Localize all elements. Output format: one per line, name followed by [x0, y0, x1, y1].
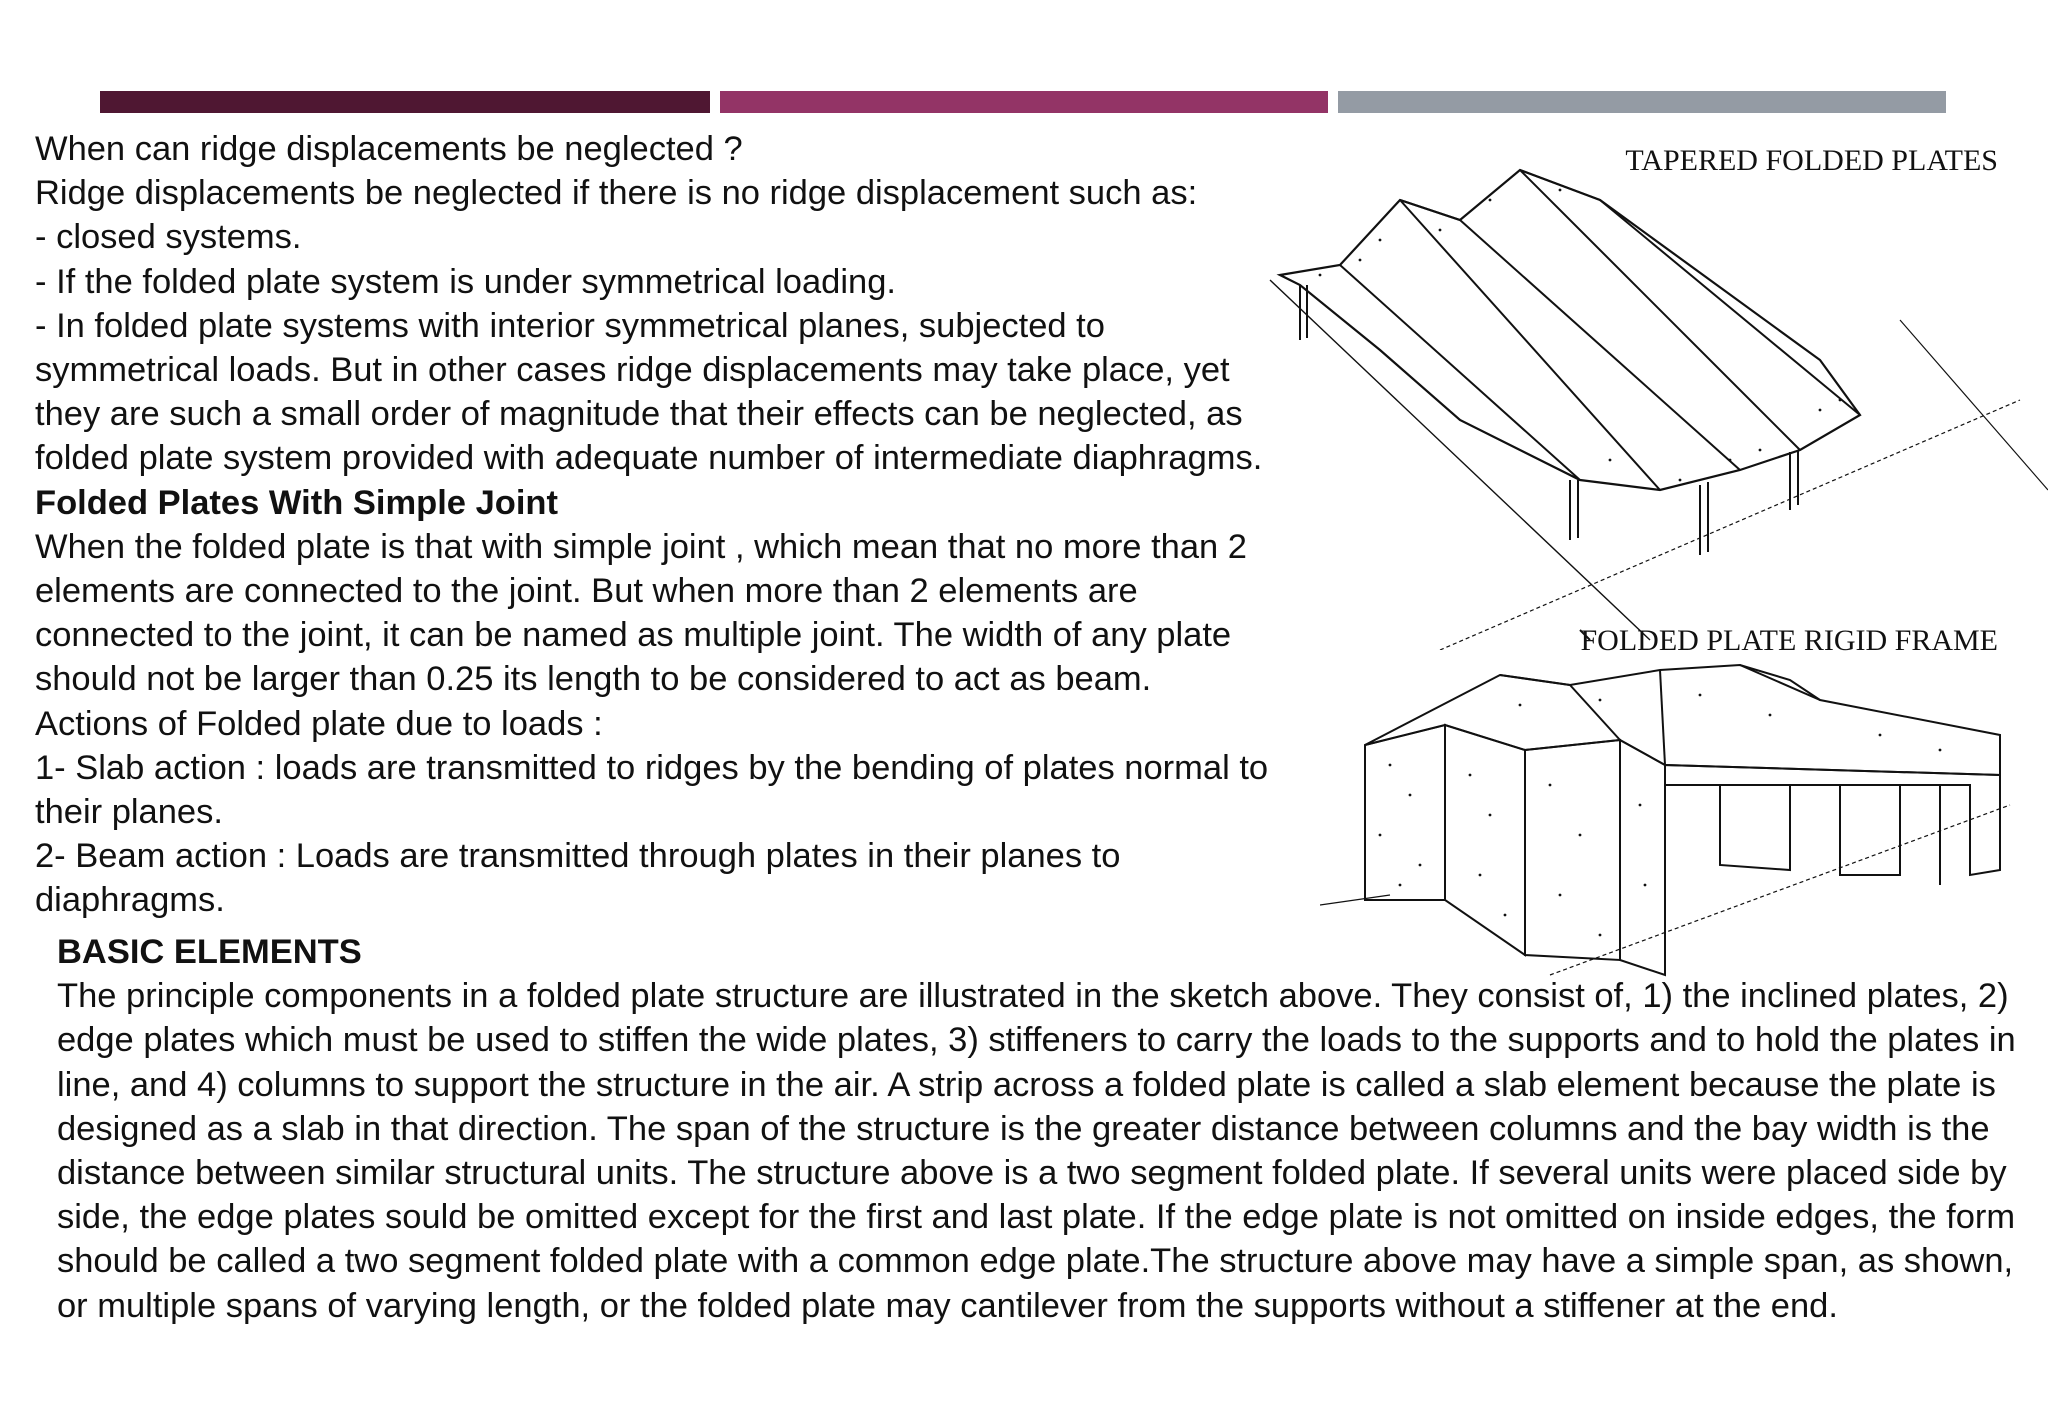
bullet-line: - If the folded plate system is under symmetrical loading. — [35, 262, 896, 301]
text-line: they are such a small order of magnitude that their effects can be neglected, as — [35, 395, 1243, 434]
section-heading-simple-joint: Folded Plates With Simple Joint — [35, 483, 558, 522]
text-line: should not be larger than 0.25 its length to be considered to act as beam. — [35, 660, 1152, 699]
numbered-line: 2- Beam action : Loads are transmitted through plates in their planes to — [35, 837, 1121, 876]
text-line: connected to the joint, it can be named as multiple joint. The width of any plate — [35, 616, 1232, 655]
numbered-line: 1- Slab action : loads are transmitted to ridges by the bending of plates normal to — [35, 748, 1269, 787]
accent-bar-dark — [100, 91, 710, 113]
text-line: Actions of Folded plate due to loads : — [35, 704, 603, 743]
text-line: When the folded plate is that with simple joint , which mean that no more than 2 — [35, 527, 1247, 566]
text-line: symmetrical loads. But in other cases ridge displacements may take place, yet — [35, 351, 1230, 390]
main-text-block — [35, 127, 1365, 923]
bullet-line: - closed systems. — [35, 218, 302, 257]
basic-elements-heading: BASIC ELEMENTS — [57, 933, 362, 971]
text-line: their planes. — [35, 793, 223, 832]
basic-elements-section — [57, 930, 2017, 1328]
accent-bar-gray — [1338, 91, 1946, 113]
text-line: Ridge displacements be neglected if there is no ridge displacement such as: — [35, 174, 1198, 213]
text-line: diaphragms. — [35, 881, 225, 920]
question-line: When can ridge displacements be neglected ? — [35, 130, 743, 168]
tapered-folded-plates-label: TAPERED FOLDED PLATES — [1625, 144, 1998, 177]
bullet-line: - In folded plate systems with interior symmetrical planes, subjected to — [35, 306, 1105, 345]
tapered-folded-plates-sketch — [1260, 160, 2048, 650]
accent-bar-magenta — [720, 91, 1328, 113]
rigid-frame-label: FOLDED PLATE RIGID FRAME — [1580, 624, 1998, 657]
text-line: elements are connected to the joint. But when more than 2 elements are — [35, 572, 1138, 611]
text-line: folded plate system provided with adequate number of intermediate diaphragms. — [35, 439, 1263, 478]
basic-elements-paragraph: The principle components in a folded plate structure are illustrated in the sketch above. They consist of, 1) the inclined plates, 2) edge plates which must be used to stiffen the wide plates, 3) stiffeners to carry the loads to the supports and to hold the plates in line, and 4) columns to support the structure in the air. A strip across a folded plate is called a slab element because the plate is designed as a slab in that direction. The span of the structure is the greater distance between columns and the bay width is the distance between similar structural units. The structure above is a two segment folded plate. If several units were placed side by side, the edge plates sould be omitted except for the first and last plate. If the edge plate is not omitted on inside edges, the form should be called a two segment folded plate with a common edge plate.The structure above may have a simple span, as shown, or multiple spans of varying length, or the folded plate may cantilever from the supports without a stiffener at the end. — [57, 977, 2016, 1325]
